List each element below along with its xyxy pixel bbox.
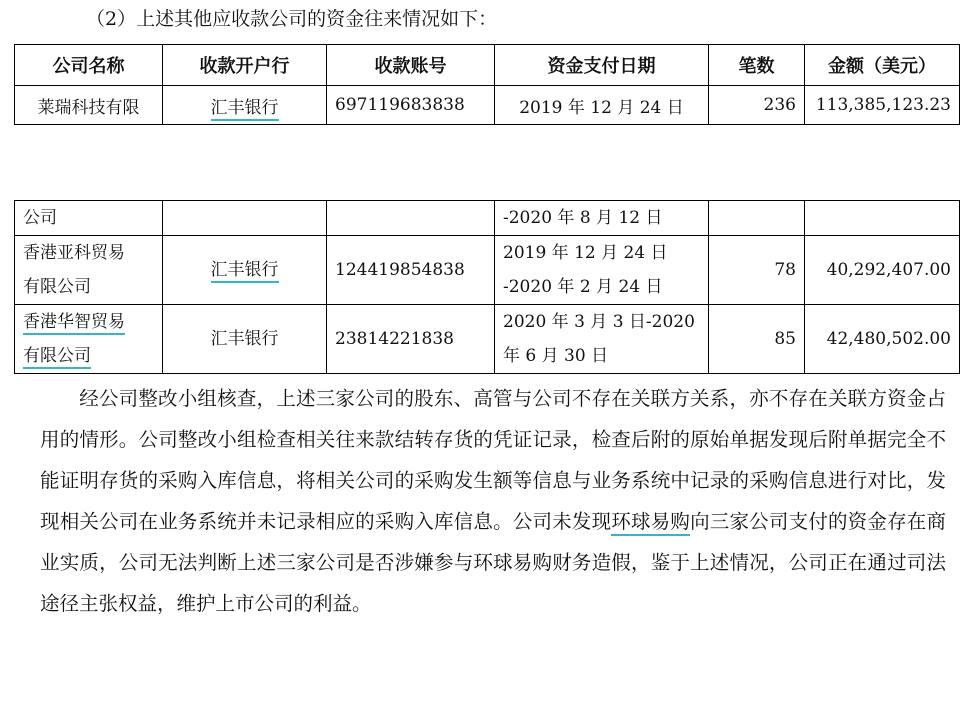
- highlighted-company: 环球易购: [611, 510, 690, 536]
- table-row: [15, 236, 960, 305]
- cell-count: [709, 201, 805, 236]
- company-line-2: 有限公司: [23, 346, 91, 369]
- table-row: [15, 201, 960, 236]
- table-header-row: [15, 45, 960, 86]
- header-amount: 金额（美元）: [805, 45, 960, 86]
- cell-account: 124419854838: [327, 236, 495, 305]
- cell-date: -2020 年 8 月 12 日: [495, 201, 709, 236]
- date-line-2: 年 6 月 30 日: [503, 346, 609, 366]
- bank-name: 汇丰银行: [211, 260, 279, 283]
- header-count: 笔数: [709, 45, 805, 86]
- cell-count: 85: [709, 305, 805, 374]
- cell-amount: 40,292,407.00: [805, 236, 960, 305]
- header-date: 资金支付日期: [495, 45, 709, 86]
- section-heading: （2）上述其他应收款公司的资金往来情况如下：: [86, 8, 498, 30]
- date-line-1: 2020 年 3 月 3 日-2020: [503, 312, 695, 332]
- fund-flow-table-1: [14, 44, 960, 125]
- cell-bank: [163, 201, 327, 236]
- cell-count: 236: [709, 86, 805, 125]
- cell-date: [495, 305, 709, 374]
- cell-company: 莱瑞科技有限: [15, 86, 163, 125]
- cell-company: [15, 305, 163, 374]
- body-paragraph: [40, 378, 946, 624]
- table-row: [15, 86, 960, 125]
- header-account: 收款账号: [327, 45, 495, 86]
- paragraph-part-2: 向三家公司支付的资金存在商业实质，公司无法判断上述三家公司是否涉嫌参与环球易购财务造假，鉴于上述情况，公司正在通过司法途径主张权益，维护上市公司的利益。: [40, 510, 946, 615]
- date-line-2: -2020 年 2 月 24 日: [503, 277, 663, 297]
- cell-account: 697119683838: [327, 86, 495, 125]
- cell-company: 公司: [15, 201, 163, 236]
- cell-account: 23814221838: [327, 305, 495, 374]
- cell-date: 2019 年 12 月 24 日: [495, 86, 709, 125]
- cell-bank: 汇丰银行: [163, 305, 327, 374]
- cell-bank: [163, 86, 327, 125]
- cell-company: [15, 236, 163, 305]
- paragraph-part-1: 经公司整改小组核查，上述三家公司的股东、高管与公司不存在关联方关系，亦不存在关联方资金占用的情形。公司整改小组检查相关往来款结转存货的凭证记录，检查后附的原始单据发现后附单据完全不能证明存货的采购入库信息，将相关公司的采购发生额等信息与业务系统中记录的采购信息进行对比，发现相关公司在业务系统并未记录相应的采购入库信息。公司未发现: [40, 387, 946, 533]
- header-company: 公司名称: [15, 45, 163, 86]
- date-line-1: 2019 年 12 月 24 日: [503, 243, 668, 263]
- cell-bank: [163, 236, 327, 305]
- bank-name: 汇丰银行: [211, 98, 279, 121]
- header-bank: 收款开户行: [163, 45, 327, 86]
- company-line-1: 香港华智贸易: [23, 312, 125, 335]
- cell-amount: 113,385,123.23: [805, 86, 960, 125]
- cell-date: [495, 236, 709, 305]
- company-line-1: 香港亚科贸易: [23, 243, 125, 263]
- cell-count: 78: [709, 236, 805, 305]
- company-line-2: 有限公司: [23, 277, 91, 297]
- cell-amount: 42,480,502.00: [805, 305, 960, 374]
- cell-amount: [805, 201, 960, 236]
- fund-flow-table-2: [14, 200, 960, 374]
- cell-account: [327, 201, 495, 236]
- table-row: [15, 305, 960, 374]
